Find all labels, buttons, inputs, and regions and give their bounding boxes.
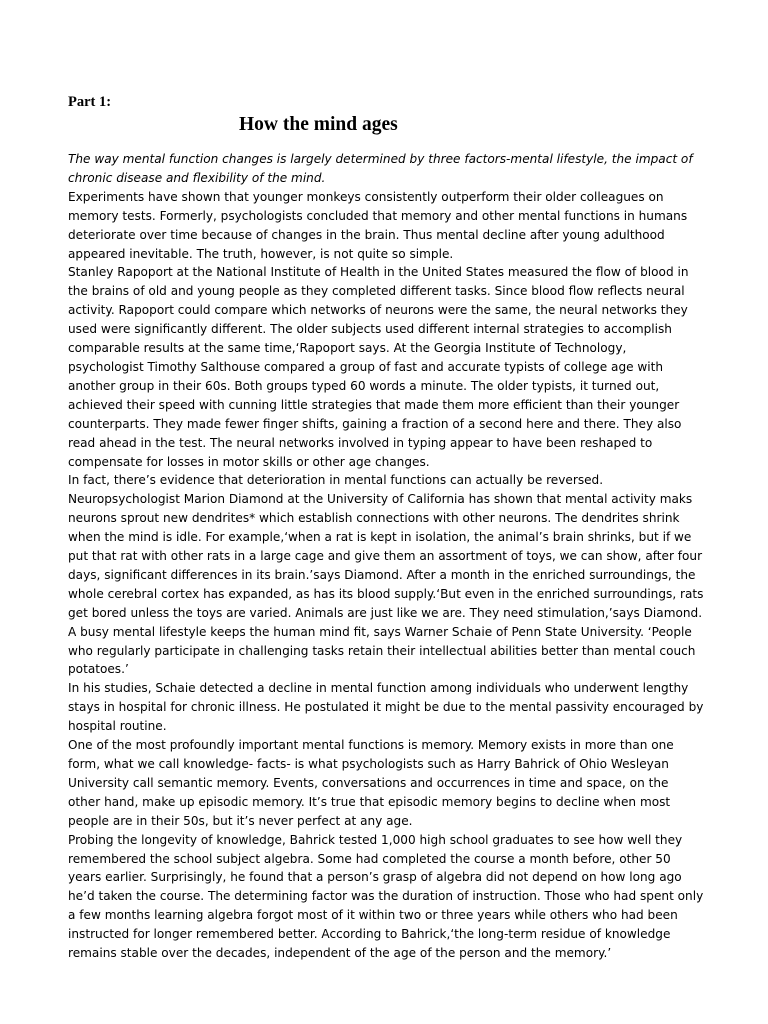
document-title: How the mind ages	[239, 114, 398, 135]
paragraph-diamond: In fact, there’s evidence that deterioration in mental functions can actually be reversed. Neuropsychologist Marion Diamond at the University of California has shown that mental activity maks neurons sprout new dendrites* which establish connections with other neurons. The dendrites shrink when the mind is idle. For example,‘when a rat is kept in isolation, the animal’s brain shrinks, but if we put that rat with other rats in a large cage and give them an assortment of toys, we can show, after four days, significant differences in its brain.’says Diamond. After a month in the enriched surroundings, the whole cerebral cortex has expanded, as has its blood supply.‘But even in the enriched surroundings, rats get bored unless the toys are varied. Animals are just like we are. They need stimulation,’says Diamond. A busy mental lifestyle keeps the human mind fit, says Warner Schaie of Penn State University. ‘People who regularly participate in challenging tasks retain their intellectual abilities better than mental couch potatoes.’	[68, 473, 704, 677]
paragraph-schaie: In his studies, Schaie detected a decline in mental function among individuals who underwent lengthy stays in hospital for chronic illness. He postulated it might be due to the mental passivity encouraged by hospital routine.	[68, 681, 704, 734]
article-body	[68, 150, 704, 963]
paragraph-bahrick: Probing the longevity of knowledge, Bahrick tested 1,000 high school graduates to see how well they remembered the school subject algebra. Some had completed the course a month before, other 50 years earlier. Surprisingly, he found that a person’s grasp of algebra did not depend on how long ago he’d taken the course. The determining factor was the duration of instruction. Those who had spent only a few months learning algebra forgot most of it within two or three years while others who had been instructed for longer remembered better. According to Bahrick,‘the long-term residue of knowledge remains stable over the decades, independent of the age of the person and the memory.’	[68, 832, 704, 961]
intro-paragraph: The way mental function changes is largely determined by three factors-mental lifestyle, the impact of chronic disease and flexibility of the mind.	[68, 152, 693, 185]
paragraph-monkeys: Experiments have shown that younger monkeys consistently outperform their older colleagues on memory tests. Formerly, psychologists concluded that memory and other mental functions in humans deteriorate over time because of changes in the brain. Thus mental decline after young adulthood appeared inevitable. The truth, however, is not quite so simple.	[68, 189, 688, 261]
paragraph-memory: One of the most profoundly important mental functions is memory. Memory exists in more than one form, what we call knowledge- facts- is what psychologists such as Harry Bahrick of Ohio Wesleyan University call semantic memory. Events, conversations and occurrences in time and space, on the other hand, make up episodic memory. It’s true that episodic memory begins to decline when most people are in their 50s, but it’s never perfect at any age.	[68, 738, 674, 828]
paragraph-rapoport: Stanley Rapoport at the National Institute of Health in the United States measured the flow of blood in the brains of old and young people as they completed different tasks. Since blood flow reflects neural activity. Rapoport could compare which networks of neurons were the same, the neural networks they used were significantly different. The older subjects used different internal strategies to accomplish comparable results at the same time,‘Rapoport says. At the Georgia Institute of Technology, psychologist Timothy Salthouse compared a group of fast and accurate typists of college age with another group in their 60s. Both groups typed 60 words a minute. The older typists, it turned out, achieved their speed with cunning little strategies that made them more efficient than their younger counterparts. They made fewer finger shifts, gaining a fraction of a second here and there. They also read ahead in the test. The neural networks involved in typing appear to have been reshaped to compensate for losses in motor skills or other age changes.	[68, 265, 689, 469]
part-label: Part 1:	[68, 94, 112, 110]
